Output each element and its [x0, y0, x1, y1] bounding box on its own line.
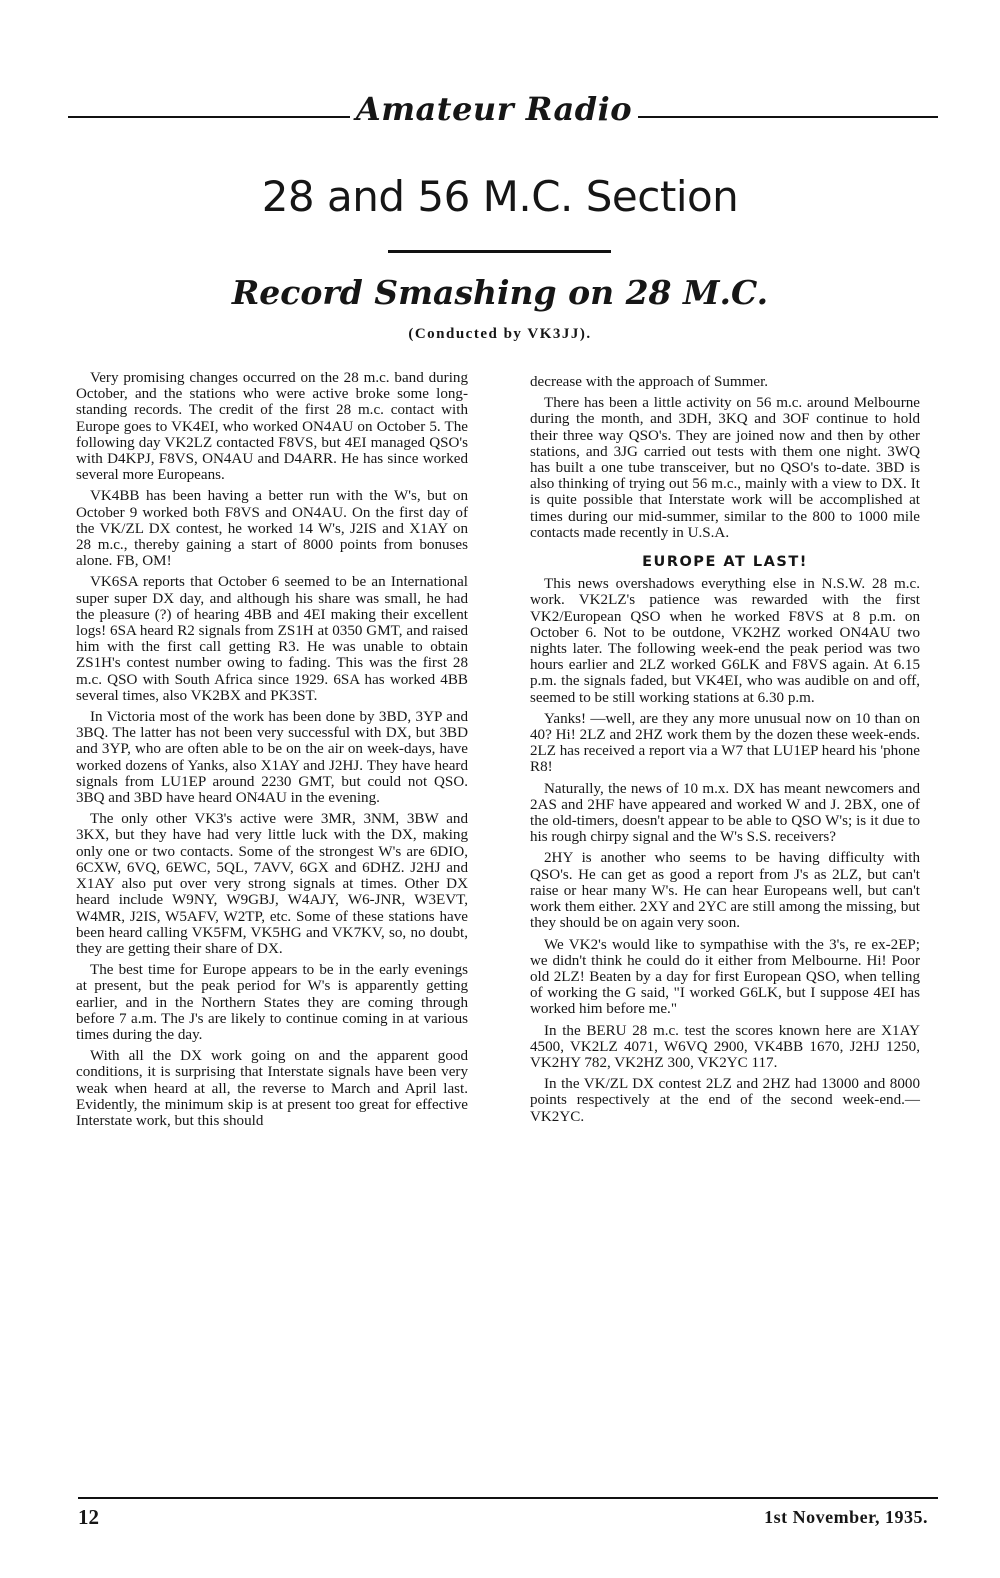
article-subtitle: Record Smashing on 28 M.C.	[231, 273, 769, 312]
paragraph: The only other VK3's active were 3MR, 3NM, 3BW and 3KX, but they have had very little luck with the DX, making only one or two contacts. Some of the strongest W's are 6DIO, 6CXW, 6VQ, 6EWC, 5QL, 7AVV, 6GX and 6DHZ. J2HJ and X1AY also put over very strong signals at times. Other DX heard include W9NY, W9GBJ, W4AJY, W6-JNR, W3EVT, W4MR, J2IS, W5AFV, W2TP, etc. Some of these stations have been heard calling VK5FM, VK5HG and VK7KV, so, no doubt, they are getting their share of DX.	[76, 811, 468, 957]
masthead-rule-left	[68, 116, 350, 118]
paragraph: The best time for Europe appears to be in the early evenings at present, but the peak period for W's is apparently getting earlier, and in the Northern States they are coming through before 7 a.m. The J's are likely to continue coming in at various times during the day.	[76, 962, 468, 1043]
paragraph: Naturally, the news of 10 m.x. DX has meant newcomers and 2AS and 2HF have appeared and worked W and J. 2BX, one of the old-timers, doesn't appear to be able to QSO W's; is it due to his rough chirpy signal and the W's S.S. receivers?	[530, 780, 920, 846]
paragraph: In the VK/ZL DX contest 2LZ and 2HZ had 13000 and 8000 points respectively at the end of the second week-end.—VK2YC.	[530, 1076, 920, 1125]
left-column	[76, 370, 468, 1134]
paragraph: 2HY is another who seems to be having difficulty with QSO's. He can get as good a report from J's as 2LZ, but can't raise or hear many W's. He can hear Europeans well, but can't work them either. 2XY and 2YC are still among the missing, but they should be on again very soon.	[530, 850, 920, 932]
byline: (Conducted by VK3JJ).	[408, 326, 592, 342]
masthead-logo: Amateur Radio	[355, 90, 633, 128]
title-divider	[388, 250, 611, 253]
paragraph: This news overshadows everything else in N.S.W. 28 m.c. work. VK2LZ's patience was rewarded with the first VK2/European QSO when he worked F8VS at 8 p.m. on October 6. Not to be outdone, VK2HZ worked ON4AU two nights later. The following week-end the peak period was two hours earlier and 2LZ worked G6LK and F8VS again. At 6.15 p.m. the signals faded, but VK4EI, who was audible on and off, seemed to be still working stations at 6.30 p.m.	[530, 576, 920, 706]
paragraph: VK4BB has been having a better run with the W's, but on October 9 worked both F8VS and ON4AU. On the first day of the VK/ZL DX contest, he worked 14 W's, J2IS and X1AY on 28 m.c., thereby gaining a start of 8000 points from bonuses alone. FB, OM!	[76, 488, 468, 570]
paragraph: decrease with the approach of Summer.	[530, 374, 769, 390]
paragraph: There has been a little activity on 56 m.c. around Melbourne during the month, and 3DH, 3KQ and 3OF continue to hold their three way QSO's. They are joined now and then by other stations, and 3JG carried out tests with them one night. 3WQ has built a one tube transceiver, but no QSO's to-date. 3BD is also thinking of trying out 56 m.c., mainly with a view to DX. It is quite possible that Interstate work will be accomplished at times during our mid-summer, similar to the 800 to 1000 mile contacts made recently in U.S.A.	[530, 395, 920, 541]
paragraph: In the BERU 28 m.c. test the scores known here are X1AY 4500, VK2LZ 4071, W6VQ 2900, VK4BB 1670, J2HJ 1250, VK2HY 782, VK2HZ 300, VK2YC 117.	[530, 1022, 920, 1071]
paragraph: With all the DX work going on and the apparent good conditions, it is surprising that Interstate signals have been very weak when heard at all, the reverse to March and April last. Evidently, the minimum skip is at present too great for effective Interstate work, but this should	[76, 1048, 468, 1129]
paragraph: Very promising changes occurred on the 28 m.c. band during October, and the stations who were active broke some long-standing records. The credit of the first 28 m.c. contact with Europe goes to VK4EI, who worked ON4AU on October 5. The following day VK2LZ contacted F8VS, but 4EI managed QSO's with D4KPJ, F8VS, ON4AU and D4ARR. He has since worked several more Europeans.	[76, 370, 468, 484]
section-heading: EUROPE AT LAST!	[642, 554, 808, 571]
section-title: 28 and 56 M.C. Section	[261, 172, 739, 221]
masthead-rule-right	[638, 116, 938, 118]
paragraph: In Victoria most of the work has been done by 3BD, 3YP and 3BQ. The latter has not been very successful with DX, but 3BD and 3YP, who are often able to be on the air on week-days, have worked dozens of Yanks, also X1AY and J2HJ. They have heard signals from LU1EP around 2230 GMT, but could not QSO. 3BQ and 3BD have heard ON4AU in the evening.	[76, 709, 468, 807]
right-column	[530, 374, 920, 1130]
masthead	[68, 90, 938, 140]
paragraph: Yanks! —well, are they any more unusual now on 10 than on 40? Hi! 2LZ and 2HZ work them by the dozen these week-ends. 2LZ has received a report via a W7 that LU1EP heard his 'phone R8!	[530, 710, 920, 776]
paragraph: We VK2's would like to sympathise with the 3's, re ex-2EP; we didn't think he could do it either from Melbourne. Hi! Poor old 2LZ! Beaten by a day for first European QSO, when telling of working the G said, "I worked G6LK, but I suppose 4EI has worked him before me."	[530, 936, 920, 1018]
paragraph: VK6SA reports that October 6 seemed to be an International super super DX day, and although his share was small, he had the pleasure (?) of hearing 4BB and 4EI making their excellent logs! 6SA heard R2 signals from ZS1H at 0350 GMT, and raised him with the first call getting R3. He was unable to obtain ZS1H's contest number owing to fading. This was the first 28 m.c. QSO with South Africa since 1929. 6SA has worked 4BB several times, also VK2BX and PK3ST.	[76, 574, 468, 704]
page-number: 12	[78, 1505, 99, 1529]
footer-divider	[78, 1497, 938, 1499]
issue-date: 1st November, 1935.	[764, 1507, 928, 1527]
